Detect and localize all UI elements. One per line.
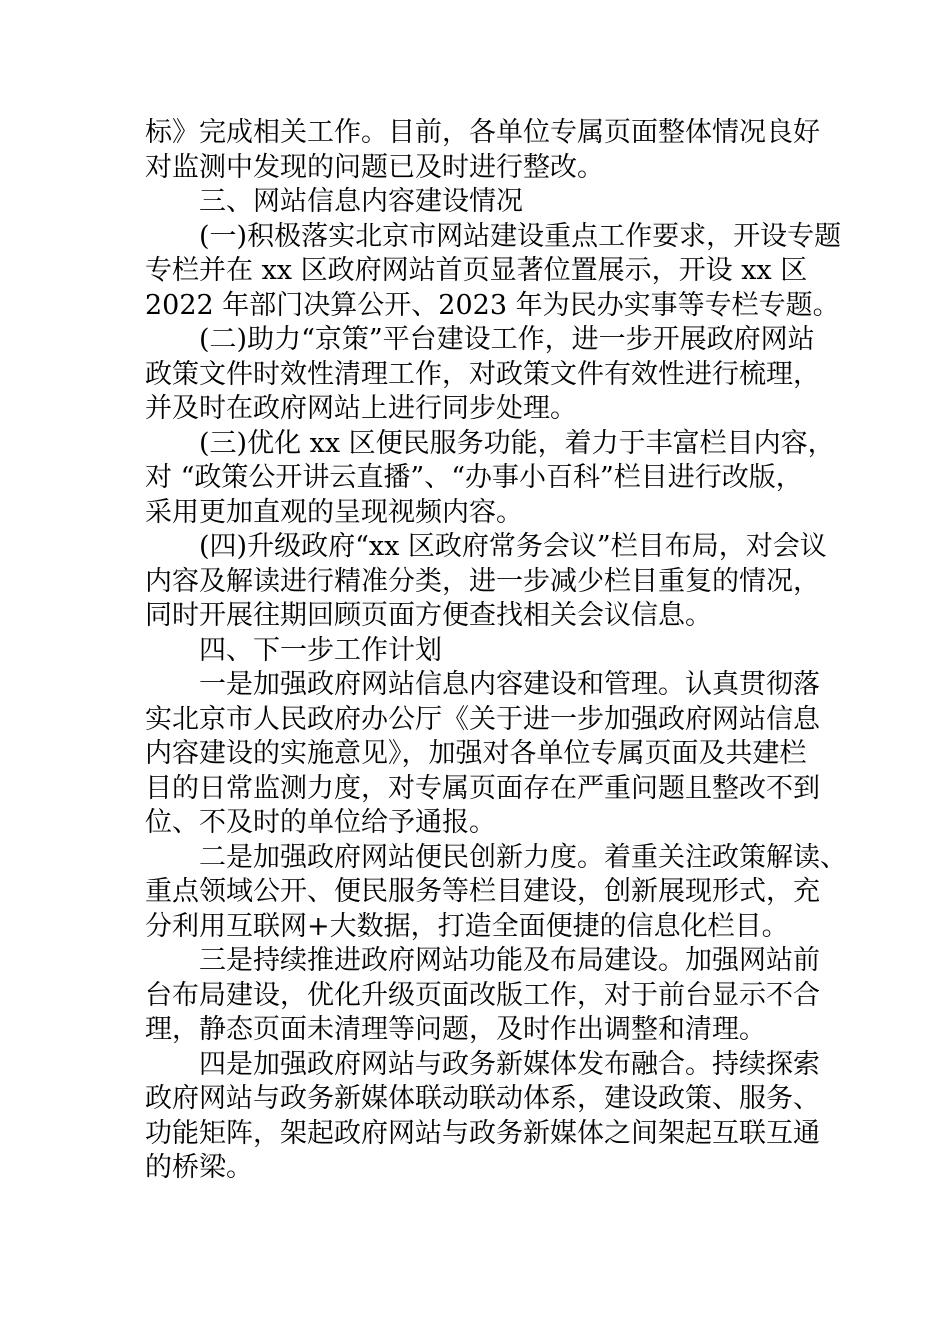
body-line: 专栏并在 xx 区政府网站首页显著位置展示，开设 xx 区: [145, 255, 808, 286]
body-line: 的桥梁。: [145, 1152, 253, 1183]
body-line: 目的日常监测力度，对专属页面存在严重问题且整改不到: [145, 772, 820, 804]
body-line: 功能矩阵，架起政府网站与政务新媒体之间架起互联互通: [145, 1117, 820, 1149]
body-line: 位、不及时的单位给予通报。: [145, 807, 496, 838]
body-line: (一)积极落实北京市网站建设重点工作要求，开设专题: [199, 220, 842, 252]
section-heading: 三、网站信息内容建设情况: [199, 186, 523, 217]
body-line: (二)助力“京策”平台建设工作，进一步开展政府网站: [199, 324, 815, 355]
body-line: 台布局建设，优化升级页面改版工作，对于前台显示不合: [145, 979, 820, 1011]
body-line: 实北京市人民政府办公厅《关于进一步加强政府网站信息: [145, 703, 820, 735]
body-line: (四)升级政府“xx 区政府常务会议”栏目布局，对会议: [199, 531, 827, 562]
body-line: 一是加强政府网站信息内容建设和管理。认真贯彻落: [199, 669, 820, 700]
body-line: 对 “政策公开讲云直播”、“办事小百科”栏目进行改版，: [145, 462, 803, 493]
body-line: 2022 年部门决算公开、2023 年为民办实事等专栏专题。: [145, 289, 840, 321]
section-heading: 四、下一步工作计划: [199, 634, 442, 666]
body-line: 采用更加直观的呈现视频内容。: [145, 496, 523, 528]
body-line: 标》完成相关工作。目前，各单位专属页面整体情况良好: [145, 117, 820, 148]
body-line: 分利用互联网+大数据，打造全面便捷的信息化栏目。: [145, 910, 789, 942]
body-line: 内容及解读进行精准分类，进一步减少栏目重复的情况，: [145, 565, 820, 597]
body-line: 二是加强政府网站便民创新力度。着重关注政策解读、: [199, 841, 847, 873]
body-line: 同时开展往期回顾页面方便查找相关会议信息。: [145, 600, 712, 631]
body-line: 四是加强政府网站与政务新媒体发布融合。持续探索: [199, 1048, 820, 1080]
body-line: 内容建设的实施意见》，加强对各单位专属页面及共建栏: [145, 738, 807, 769]
body-line: 并及时在政府网站上进行同步处理。: [145, 393, 577, 424]
document-body: [145, 116, 847, 1186]
body-line: 对监测中发现的问题已及时进行整改。: [145, 151, 604, 183]
body-line: 理，静态页面未清理等问题，及时作出调整和清理。: [145, 1014, 766, 1045]
body-line: 重点领域公开、便民服务等栏目建设，创新展现形式，充: [145, 876, 820, 907]
body-line: 政府网站与政务新媒体联动联动体系，建设政策、服务、: [145, 1083, 820, 1114]
body-line: 三是持续推进政府网站功能及布局建设。加强网站前: [199, 945, 820, 976]
body-line: (三)优化 xx 区便民服务功能，着力于丰富栏目内容，: [199, 427, 835, 459]
body-line: 政策文件时效性清理工作，对政策文件有效性进行梳理，: [145, 358, 820, 390]
